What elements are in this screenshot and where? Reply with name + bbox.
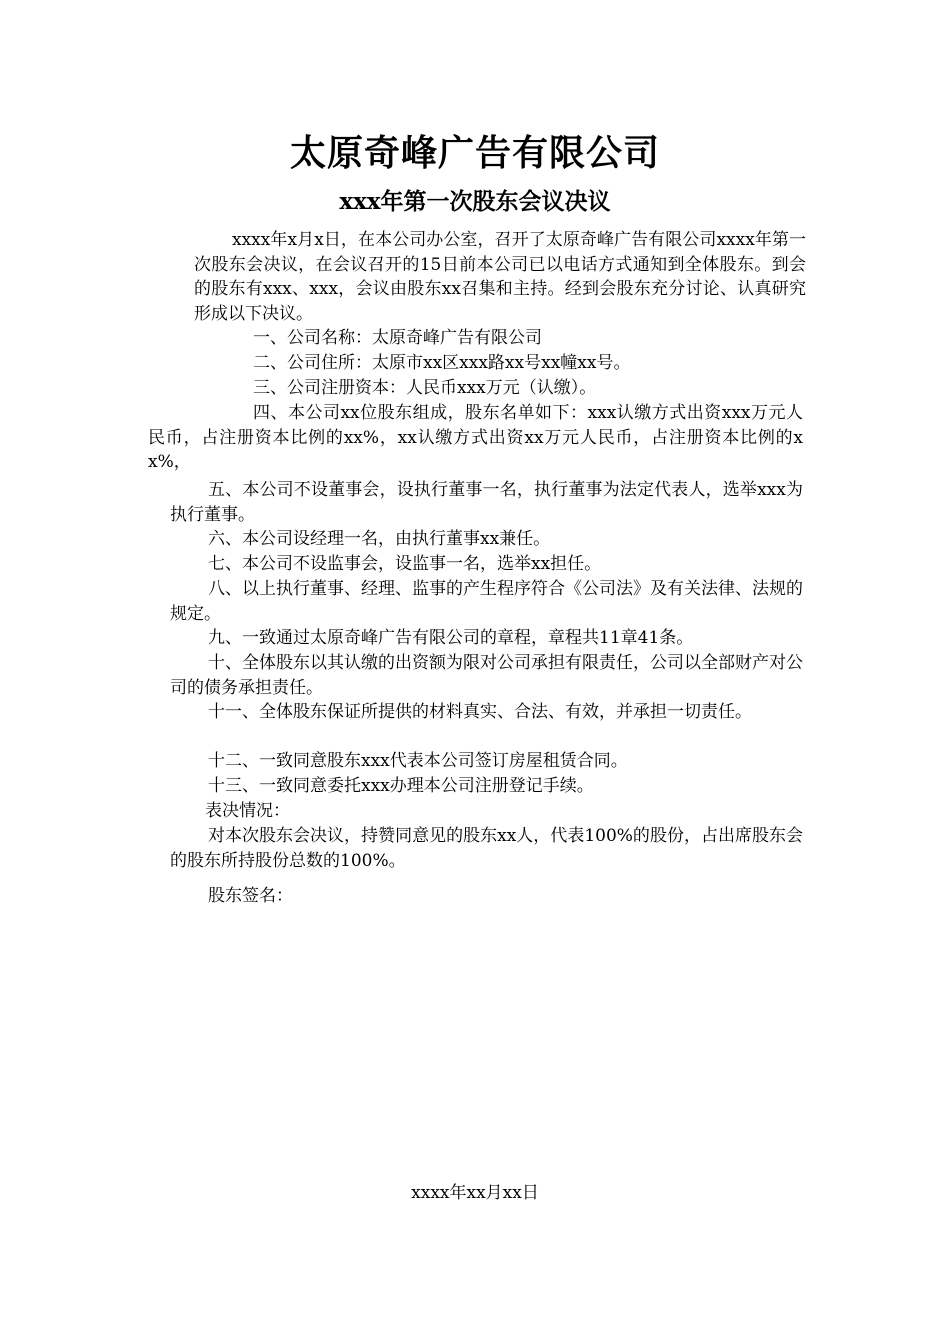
document-date: xxxx年xx月xx日 [411, 1183, 539, 1203]
resolution-item-10: 十、全体股东以其认缴的出资额为限对公司承担有限责任，公司以全部财产对公司的债务承担责任。 [170, 653, 803, 698]
signature-label: 股东签名： [208, 886, 293, 906]
vote-label: 表决情况： [205, 801, 290, 821]
resolution-item-8: 八、以上执行董事、经理、监事的产生程序符合《公司法》及有关法律、法规的规定。 [170, 579, 803, 624]
resolution-item-13: 十三、一致同意委托xxx办理本公司注册登记手续。 [208, 776, 594, 796]
resolution-item-9: 九、一致通过太原奇峰广告有限公司的章程，章程共11章41条。 [208, 628, 694, 648]
resolution-item-5: 五、本公司不设董事会，设执行董事一名，执行董事为法定代表人，选举xxx为执行董事。 [170, 480, 803, 525]
vote-text: 对本次股东会决议，持赞同意见的股东xx人，代表100%的股份，占出席股东会的股东所持股份总数的100%。 [170, 826, 803, 871]
resolution-item-6: 六、本公司设经理一名，由执行董事xx兼任。 [208, 529, 551, 549]
resolution-item-2: 二、公司住所：太原市xx区xxx路xx号xx幢xx号。 [253, 353, 631, 373]
document-title: 太原奇峰广告有限公司 [289, 133, 660, 174]
resolution-item-12: 十二、一致同意股东xxx代表本公司签订房屋租赁合同。 [208, 751, 628, 771]
resolution-item-1: 一、公司名称：太原奇峰广告有限公司 [253, 328, 542, 348]
resolution-item-7: 七、本公司不设监事会，设监事一名，选举xx担任。 [208, 554, 602, 574]
resolution-item-4: 四、本公司xx位股东组成，股东名单如下：xxx认缴方式出资xxx万元人民币，占注册资本比例的xx%，xx认缴方式出资xx万元人民币，占注册资本比例的xx%， [148, 403, 803, 472]
intro-paragraph: xxxx年x月x日，在本公司办公室，召开了太原奇峰广告有限公司xxxx年第一次股东会决议，在会议召开的15日前本公司已以电话方式通知到全体股东。到会的股东有xxx、xxx，会议由股东xx召集和主持。经到会股东充分讨论、认真研究形成以下决议。 [194, 230, 806, 324]
document-subtitle: xxx年第一次股东会议决议 [339, 188, 611, 215]
resolution-item-3: 三、公司注册资本：人民币xxx万元（认缴）。 [253, 378, 597, 398]
resolution-item-11: 十一、全体股东保证所提供的材料真实、合法、有效，并承担一切责任。 [208, 702, 752, 722]
